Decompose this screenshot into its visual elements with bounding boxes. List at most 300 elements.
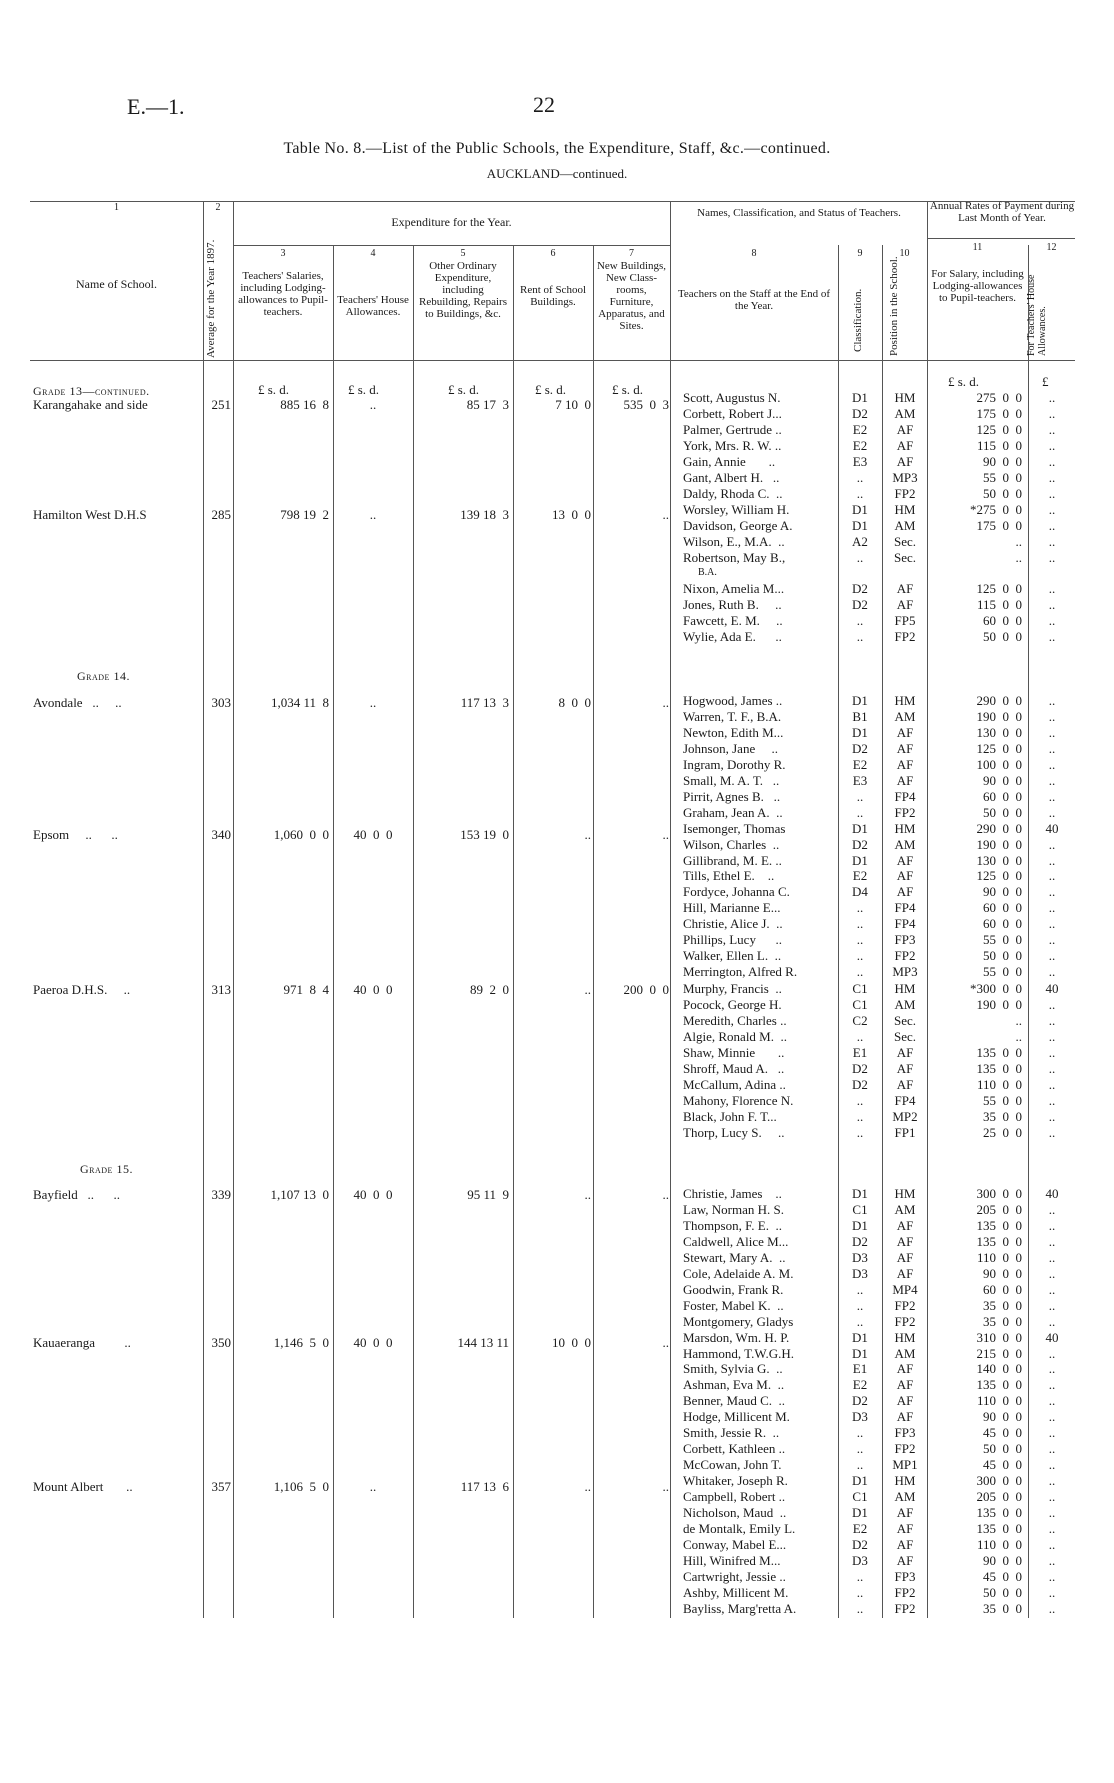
- col-position: Position in the School.: [888, 256, 900, 356]
- teacher-sal-cell: 125 0 0: [976, 581, 1022, 596]
- teacher-cls-cell: D1: [852, 821, 868, 836]
- teacher-name-cell: Phillips, Lucy ..: [683, 932, 782, 947]
- teacher-name-cell: Jones, Ruth B. ..: [683, 597, 782, 612]
- teacher-pos-cell: Sec.: [893, 1029, 917, 1044]
- col-2-number: 2: [215, 202, 221, 213]
- unit-c6: £ s. d.: [535, 382, 567, 397]
- teacher-sal-cell: 45 0 0: [983, 1457, 1022, 1472]
- school-name-cell: Kauaeranga ..: [33, 1335, 131, 1350]
- teacher-cls-cell: ..: [856, 629, 864, 644]
- teacher-pos-cell: AM: [894, 1202, 916, 1217]
- teacher-name-cell: Graham, Jean A. ..: [683, 805, 783, 820]
- teacher-pos-cell: AM: [894, 1346, 916, 1361]
- teacher-name-cell: Isemonger, Thomas: [683, 821, 786, 836]
- teacher-sal-cell: 110 0 0: [976, 1250, 1022, 1265]
- teacher-pos-cell: AF: [896, 725, 914, 740]
- school-house-cell: 40 0 0: [353, 1335, 393, 1350]
- col-4-number: 4: [370, 248, 376, 259]
- teacher-sal-cell: 25 0 0: [983, 1125, 1022, 1140]
- teacher-sal-cell: 275 0 0: [976, 390, 1022, 405]
- teacher-ha-cell: ..: [1048, 502, 1056, 517]
- col-name-of-school: Name of School.: [76, 277, 157, 291]
- school-rent-cell: ..: [584, 827, 591, 842]
- teacher-cls-cell: D4: [852, 884, 868, 899]
- teacher-cls-cell: D1: [852, 390, 868, 405]
- teacher-pos-cell: MP3: [892, 964, 918, 979]
- school-newb-cell: 200 0 0: [623, 982, 669, 997]
- teacher-pos-cell: AF: [896, 1393, 914, 1408]
- teacher-ha-cell: 40: [1045, 1330, 1059, 1345]
- school-house-cell: ..: [369, 507, 377, 522]
- school-other-cell: 117 13 6: [460, 1479, 509, 1494]
- teacher-pos-cell: FP3: [894, 1569, 916, 1584]
- teacher-name-cell: Cartwright, Jessie ..: [683, 1569, 786, 1584]
- teacher-cls-cell: C1: [852, 997, 868, 1012]
- unit-c12: £: [1042, 374, 1049, 389]
- teacher-pos-cell: HM: [894, 1473, 916, 1488]
- page-number: 22: [533, 92, 555, 117]
- teacher-pos-cell: FP2: [894, 1314, 916, 1329]
- teacher-name-cell: Scott, Augustus N.: [683, 390, 781, 405]
- teacher-name-cell: Mahony, Florence N.: [683, 1093, 794, 1108]
- school-newb-cell: ..: [662, 1479, 669, 1494]
- teacher-ha-cell: ..: [1048, 853, 1056, 868]
- teacher-cls-cell: D1: [852, 1505, 868, 1520]
- school-name-cell: Paeroa D.H.S. ..: [33, 982, 131, 997]
- teacher-name-cell: Newton, Edith M...: [683, 725, 784, 740]
- teacher-name-cell: Gant, Albert H. ..: [683, 470, 780, 485]
- teacher-name-cell: Bayliss, Marg'retta A.: [683, 1601, 797, 1616]
- teacher-pos-cell: Sec.: [893, 534, 917, 549]
- school-other-cell: 95 11 9: [467, 1187, 509, 1202]
- teacher-cls-cell: D1: [852, 1218, 868, 1233]
- school-other-cell: 144 13 11: [457, 1335, 509, 1350]
- teacher-ha-cell: ..: [1048, 1218, 1056, 1233]
- teacher-name-cell: Pocock, George H.: [683, 997, 782, 1012]
- school-name-cell: Bayfield .. ..: [33, 1187, 121, 1202]
- teacher-sal-cell: 140 0 0: [976, 1361, 1022, 1376]
- table-subtitle: AUCKLAND—continued.: [486, 166, 628, 181]
- teacher-ha-cell: ..: [1048, 837, 1056, 852]
- teacher-name-cell: Hogwood, James ..: [683, 693, 783, 708]
- teacher-cls-cell: ..: [856, 1282, 864, 1297]
- teacher-sal-cell: 90 0 0: [983, 1266, 1022, 1281]
- teacher-ha-cell: 40: [1045, 821, 1059, 836]
- teacher-pos-cell: FP2: [894, 486, 916, 501]
- teacher-ha-cell: ..: [1048, 454, 1056, 469]
- school-sal-cell: 1,034 11 8: [270, 695, 329, 710]
- teacher-cls-cell: E3: [852, 773, 868, 788]
- teacher-name-cell: York, Mrs. R. W. ..: [683, 438, 782, 453]
- teacher-pos-cell: AF: [896, 1218, 914, 1233]
- school-house-cell: 40 0 0: [353, 827, 393, 842]
- teacher-pos-cell: AF: [896, 884, 914, 899]
- teacher-sal-cell: 135 0 0: [976, 1218, 1022, 1233]
- teacher-sal-cell: 175 0 0: [976, 406, 1022, 421]
- teacher-ha-cell: ..: [1048, 1029, 1056, 1044]
- teacher-sal-cell: 115 0 0: [976, 438, 1022, 453]
- teacher-cls-cell: D2: [852, 1234, 868, 1249]
- teacher-ha-cell: ..: [1048, 1457, 1056, 1472]
- teacher-cls-cell: E2: [852, 422, 868, 437]
- teacher-name-cell: Marsdon, Wm. H. P.: [683, 1330, 790, 1345]
- teacher-name-cell: Thompson, F. E. ..: [683, 1218, 782, 1233]
- teacher-sal-cell: 110 0 0: [976, 1393, 1022, 1408]
- col-average: Average for the Year 1897.: [205, 239, 217, 358]
- teacher-cls-cell: D2: [852, 597, 868, 612]
- teacher-name-cell: Cole, Adelaide A. M.: [683, 1266, 794, 1281]
- group-annual-rates: Annual Rates of Payment during Last Month of Year.: [929, 200, 1075, 224]
- teacher-sal-cell: 35 0 0: [983, 1109, 1022, 1124]
- teacher-sal-cell: 310 0 0: [976, 1330, 1022, 1345]
- teacher-ha-cell: ..: [1048, 693, 1056, 708]
- teacher-sal-cell: 190 0 0: [976, 837, 1022, 852]
- teacher-sal-cell: ..: [1015, 550, 1022, 565]
- teacher-name-cell: Christie, James ..: [683, 1186, 782, 1201]
- school-avg-cell: 251: [211, 397, 231, 412]
- teacher-sal-cell: 290 0 0: [976, 821, 1022, 836]
- teacher-name-cell: Black, John F. T...: [683, 1109, 777, 1124]
- teacher-name-cell: Robertson, May B.,: [683, 550, 786, 565]
- teacher-ha-cell: ..: [1048, 900, 1056, 915]
- teacher-ha-cell: ..: [1048, 1266, 1056, 1281]
- teacher-cls-cell: ..: [856, 1441, 864, 1456]
- teacher-name-cell: de Montalk, Emily L.: [683, 1521, 796, 1536]
- teacher-ha-cell: ..: [1048, 997, 1056, 1012]
- teacher-sal-cell: 190 0 0: [976, 709, 1022, 724]
- teacher-cls-cell: D1: [852, 1346, 868, 1361]
- report-code: E.—1.: [127, 94, 185, 119]
- col-rent: Rent of School Buildings.: [520, 284, 586, 308]
- school-newb-cell: ..: [662, 507, 669, 522]
- teacher-ha-cell: ..: [1048, 709, 1056, 724]
- teacher-cls-cell: E3: [852, 454, 868, 469]
- teacher-name-cell: Davidson, George A.: [683, 518, 793, 533]
- teacher-ha-cell: ..: [1048, 868, 1056, 883]
- school-name-cell: Epsom .. ..: [33, 827, 118, 842]
- teacher-sal-cell: 50 0 0: [983, 948, 1022, 963]
- teacher-sal-cell: 300 0 0: [976, 1186, 1022, 1201]
- teacher-sal-cell: 55 0 0: [983, 1093, 1022, 1108]
- teacher-cls-cell: D1: [852, 1330, 868, 1345]
- teacher-pos-cell: HM: [894, 1186, 916, 1201]
- teacher-cls-cell: D1: [852, 693, 868, 708]
- teacher-ha-cell: ..: [1048, 1585, 1056, 1600]
- teacher-ha-cell: ..: [1048, 1505, 1056, 1520]
- teacher-pos-cell: AF: [896, 454, 914, 469]
- teacher-name-cell: Meredith, Charles ..: [683, 1013, 787, 1028]
- teacher-cls-cell: D1: [852, 725, 868, 740]
- teacher-pos-cell: FP2: [894, 1585, 916, 1600]
- teacher-cls-cell: ..: [856, 1601, 864, 1616]
- school-newb-cell: ..: [662, 695, 669, 710]
- teacher-name-cell: Conway, Mabel E...: [683, 1537, 787, 1552]
- col-11-number: 11: [972, 242, 983, 253]
- teacher-name-cell: Hill, Marianne E...: [683, 900, 781, 915]
- teacher-ha-cell: ..: [1048, 932, 1056, 947]
- school-name-cell: Karangahake and side: [33, 397, 148, 412]
- teacher-cls-cell: E2: [852, 438, 868, 453]
- teacher-sal-cell: 35 0 0: [983, 1601, 1022, 1616]
- teacher-sal-cell: 55 0 0: [983, 964, 1022, 979]
- teacher-sal-cell: ..: [1015, 1013, 1022, 1028]
- school-rent-cell: 7 10 0: [555, 397, 591, 412]
- teacher-sal-cell: 60 0 0: [983, 789, 1022, 804]
- teacher-cls-cell: D2: [852, 837, 868, 852]
- teacher-pos-cell: AM: [894, 406, 916, 421]
- school-sal-cell: 1,146 5 0: [273, 1335, 329, 1350]
- teacher-cls-cell: E2: [852, 1521, 868, 1536]
- teacher-cls-cell: ..: [856, 916, 864, 931]
- teacher-name-cell: McCallum, Adina ..: [683, 1077, 786, 1092]
- teacher-ha-cell: ..: [1048, 916, 1056, 931]
- teacher-name-cell: Pirrit, Agnes B. ..: [683, 789, 781, 804]
- teacher-ha-cell: ..: [1048, 1061, 1056, 1076]
- teacher-pos-cell: AF: [896, 1077, 914, 1092]
- teacher-name-cell: Stewart, Mary A. ..: [683, 1250, 786, 1265]
- school-rent-cell: ..: [584, 1187, 591, 1202]
- teacher-pos-cell: MP1: [892, 1457, 918, 1472]
- unit-c5: £ s. d.: [448, 382, 480, 397]
- teacher-name-cell: Worsley, William H.: [683, 502, 790, 517]
- teacher-name-cell: Hodge, Millicent M.: [683, 1409, 790, 1424]
- teacher-cls-cell: ..: [856, 1425, 864, 1440]
- teacher-name-cell: Tills, Ethel E. ..: [683, 868, 775, 883]
- teacher-pos-cell: FP2: [894, 1298, 916, 1313]
- teacher-sal-cell: 60 0 0: [983, 900, 1022, 915]
- school-avg-cell: 357: [211, 1479, 231, 1494]
- teacher-cls-cell: ..: [856, 1298, 864, 1313]
- teacher-ha-cell: ..: [1048, 1377, 1056, 1392]
- teacher-ha-cell: ..: [1048, 1425, 1056, 1440]
- teacher-name-cell: Corbett, Kathleen ..: [683, 1441, 786, 1456]
- teacher-ha-cell: ..: [1048, 550, 1056, 565]
- teacher-cls-cell: ..: [856, 1314, 864, 1329]
- teacher-pos-cell: HM: [894, 693, 916, 708]
- teacher-name-cell: Fordyce, Johanna C.: [683, 884, 790, 899]
- teacher-ha-cell: ..: [1048, 1489, 1056, 1504]
- teacher-pos-cell: AF: [896, 438, 914, 453]
- teacher-ha-cell: ..: [1048, 1569, 1056, 1584]
- teacher-name-cell: Smith, Sylvia G. ..: [683, 1361, 783, 1376]
- teacher-pos-cell: AF: [896, 1537, 914, 1552]
- school-avg-cell: 339: [211, 1187, 231, 1202]
- teacher-pos-cell: AF: [896, 1505, 914, 1520]
- col-house-allowance-rate: For Teachers' House Allowances.: [1026, 274, 1048, 356]
- school-newb-cell: ..: [662, 1335, 669, 1350]
- teacher-ha-cell: ..: [1048, 1521, 1056, 1536]
- teacher-pos-cell: FP1: [894, 1125, 916, 1140]
- teacher-pos-cell: HM: [894, 502, 916, 517]
- school-other-cell: 85 17 3: [466, 397, 509, 412]
- school-sal-cell: 971 8 4: [283, 982, 329, 997]
- teacher-pos-cell: FP3: [894, 932, 916, 947]
- teacher-name-cell: Wilson, E., M.A. ..: [683, 534, 785, 549]
- teacher-cls-cell: ..: [856, 1029, 864, 1044]
- teacher-ha-cell: ..: [1048, 1409, 1056, 1424]
- teacher-sal-cell: 60 0 0: [983, 916, 1022, 931]
- teacher-pos-cell: Sec.: [893, 550, 917, 565]
- teacher-pos-cell: AF: [896, 868, 914, 883]
- teacher-sal-cell: 50 0 0: [983, 1441, 1022, 1456]
- teacher-ha-cell: ..: [1048, 1314, 1056, 1329]
- unit-c11: £ s. d.: [948, 374, 980, 389]
- teacher-cls-cell: ..: [856, 1109, 864, 1124]
- teacher-ha-cell: ..: [1048, 1282, 1056, 1297]
- teacher-name-cell: Ashby, Millicent M.: [683, 1585, 789, 1600]
- teacher-pos-cell: AF: [896, 1234, 914, 1249]
- teacher-sal-cell: 135 0 0: [976, 1234, 1022, 1249]
- teacher-name-cell: Hill, Winifred M...: [683, 1553, 781, 1568]
- teacher-cls-cell: ..: [856, 470, 864, 485]
- teacher-sal-cell: 300 0 0: [976, 1473, 1022, 1488]
- teacher-pos-cell: AF: [896, 757, 914, 772]
- teacher-ha-cell: ..: [1048, 964, 1056, 979]
- teacher-sal-cell: 135 0 0: [976, 1061, 1022, 1076]
- teacher-sal-cell: 90 0 0: [983, 884, 1022, 899]
- teacher-cls-cell: C1: [852, 1489, 868, 1504]
- teacher-name-cell: Small, M. A. T. ..: [683, 773, 780, 788]
- col-7-number: 7: [629, 248, 634, 259]
- teacher-pos-cell: AF: [896, 1409, 914, 1424]
- teacher-ha-cell: ..: [1048, 1361, 1056, 1376]
- teacher-pos-cell: AF: [896, 1377, 914, 1392]
- grade-15-label: Grade 15.: [80, 1162, 133, 1176]
- teacher-cls-cell: D2: [852, 1393, 868, 1408]
- teacher-sal-cell: 175 0 0: [976, 518, 1022, 533]
- teacher-name-cell: Ingram, Dorothy R.: [683, 757, 786, 772]
- teacher-cls-cell: ..: [856, 964, 864, 979]
- school-sal-cell: 1,060 0 0: [273, 827, 329, 842]
- school-avg-cell: 340: [211, 827, 231, 842]
- teacher-pos-cell: FP2: [894, 1441, 916, 1456]
- col-6-number: 6: [550, 248, 556, 259]
- teacher-pos-cell: HM: [894, 1330, 916, 1345]
- teacher-name-cell: Smith, Jessie R. ..: [683, 1425, 780, 1440]
- teacher-pos-cell: AM: [894, 837, 916, 852]
- col-8-number: 8: [751, 248, 757, 259]
- teacher-pos-cell: AF: [896, 581, 914, 596]
- teacher-sal-cell: 90 0 0: [983, 1553, 1022, 1568]
- teacher-sal-cell: 50 0 0: [983, 629, 1022, 644]
- teacher-pos-cell: FP4: [894, 1093, 916, 1108]
- school-sal-cell: 885 16 8: [280, 397, 329, 412]
- school-other-cell: 153 19 0: [460, 827, 509, 842]
- teacher-ha-cell: ..: [1048, 773, 1056, 788]
- teacher-sal-cell: 50 0 0: [983, 486, 1022, 501]
- teacher-pos-cell: AF: [896, 597, 914, 612]
- teacher-ha-cell: ..: [1048, 581, 1056, 596]
- teacher-cls-cell: D2: [852, 1077, 868, 1092]
- teacher-ha-cell: ..: [1048, 1250, 1056, 1265]
- teacher-ha-cell: ..: [1048, 1109, 1056, 1124]
- teacher-ha-cell: ..: [1048, 629, 1056, 644]
- teacher-ha-cell: ..: [1048, 406, 1056, 421]
- teacher-sal-cell: 215 0 0: [976, 1346, 1022, 1361]
- group-expenditure: Expenditure for the Year.: [391, 215, 512, 229]
- teacher-sal-cell: 50 0 0: [983, 1585, 1022, 1600]
- teacher-pos-cell: FP4: [894, 900, 916, 915]
- teacher-pos-cell: AM: [894, 518, 916, 533]
- school-sal-cell: 798 19 2: [280, 507, 329, 522]
- unit-c7: £ s. d.: [612, 382, 644, 397]
- school-newb-cell: ..: [662, 1187, 669, 1202]
- teacher-name-cell: Palmer, Gertrude ..: [683, 422, 782, 437]
- teacher-pos-cell: FP5: [894, 613, 916, 628]
- teacher-ha-cell: ..: [1048, 1093, 1056, 1108]
- teacher-name-cell: Christie, Alice J. ..: [683, 916, 783, 931]
- teacher-name-cell: Corbett, Robert J...: [683, 406, 782, 421]
- teacher-ha-cell: ..: [1048, 789, 1056, 804]
- teacher-cls-cell: ..: [856, 1585, 864, 1600]
- teacher-ha-cell: ..: [1048, 741, 1056, 756]
- teacher-sal-cell: ..: [1015, 534, 1022, 549]
- teacher-cls-cell: E2: [852, 757, 868, 772]
- teacher-name-cell: Ashman, Eva M. ..: [683, 1377, 785, 1392]
- teacher-ha-cell: ..: [1048, 948, 1056, 963]
- col-new-buildings: New Buildings, New Class-rooms, Furniture, Apparatus, and Sites.: [596, 260, 667, 332]
- teacher-sal-cell: 135 0 0: [976, 1521, 1022, 1536]
- teacher-sal-cell: 130 0 0: [976, 725, 1022, 740]
- teacher-pos-cell: AF: [896, 1521, 914, 1536]
- teacher-cls-cell: E1: [852, 1045, 868, 1060]
- col-10-number: 10: [899, 248, 910, 259]
- teacher-name-cell: Law, Norman H. S.: [683, 1202, 784, 1217]
- teacher-pos-cell: FP3: [894, 1425, 916, 1440]
- col-3-number: 3: [280, 248, 286, 259]
- teacher-name-cell: Shaw, Minnie ..: [683, 1045, 785, 1060]
- teacher-pos-cell: AM: [894, 1489, 916, 1504]
- teacher-ha-cell: ..: [1048, 1601, 1056, 1616]
- teacher-cls-cell: D1: [852, 1186, 868, 1201]
- teacher-sal-cell: 35 0 0: [983, 1314, 1022, 1329]
- school-house-cell: ..: [369, 695, 377, 710]
- teacher-name-cell: Wylie, Ada E. ..: [683, 629, 782, 644]
- teacher-sal-cell: 60 0 0: [983, 613, 1022, 628]
- teacher-pos-cell: AM: [894, 997, 916, 1012]
- teacher-sal-cell: 190 0 0: [976, 997, 1022, 1012]
- teacher-cls-cell: B1: [852, 709, 868, 724]
- teacher-name-cell: Montgomery, Gladys: [683, 1314, 794, 1329]
- teacher-name-cell: Nixon, Amelia M...: [683, 581, 785, 596]
- teacher-pos-cell: AF: [896, 1266, 914, 1281]
- teacher-name-cell: McCowan, John T.: [683, 1457, 782, 1472]
- teacher-cls-cell: ..: [856, 948, 864, 963]
- teacher-sal-cell: 55 0 0: [983, 932, 1022, 947]
- teacher-name-cell: Algie, Ronald M. ..: [683, 1029, 787, 1044]
- unit-c3: £ s. d.: [258, 382, 290, 397]
- teacher-cls-cell: A2: [852, 534, 868, 549]
- col-1-number: 1: [114, 202, 119, 213]
- teacher-ha-cell: ..: [1048, 1298, 1056, 1313]
- teacher-pos-cell: FP4: [894, 789, 916, 804]
- teacher-sal-cell: 135 0 0: [976, 1045, 1022, 1060]
- teacher-name-cell: B.A.: [698, 567, 717, 578]
- teacher-cls-cell: ..: [856, 805, 864, 820]
- teacher-name-cell: Shroff, Maud A. ..: [683, 1061, 785, 1076]
- teacher-name-cell: Walker, Ellen L. ..: [683, 948, 782, 963]
- school-name-cell: Avondale .. ..: [33, 695, 122, 710]
- teacher-name-cell: Nicholson, Maud ..: [683, 1505, 787, 1520]
- teacher-sal-cell: 90 0 0: [983, 773, 1022, 788]
- teacher-cls-cell: ..: [856, 932, 864, 947]
- teacher-ha-cell: ..: [1048, 534, 1056, 549]
- teacher-ha-cell: ..: [1048, 1077, 1056, 1092]
- col-house-allowances: Teachers' House Allowances.: [337, 294, 409, 318]
- teacher-ha-cell: ..: [1048, 518, 1056, 533]
- teacher-name-cell: Murphy, Francis ..: [683, 981, 782, 996]
- school-rent-cell: 13 0 0: [552, 507, 591, 522]
